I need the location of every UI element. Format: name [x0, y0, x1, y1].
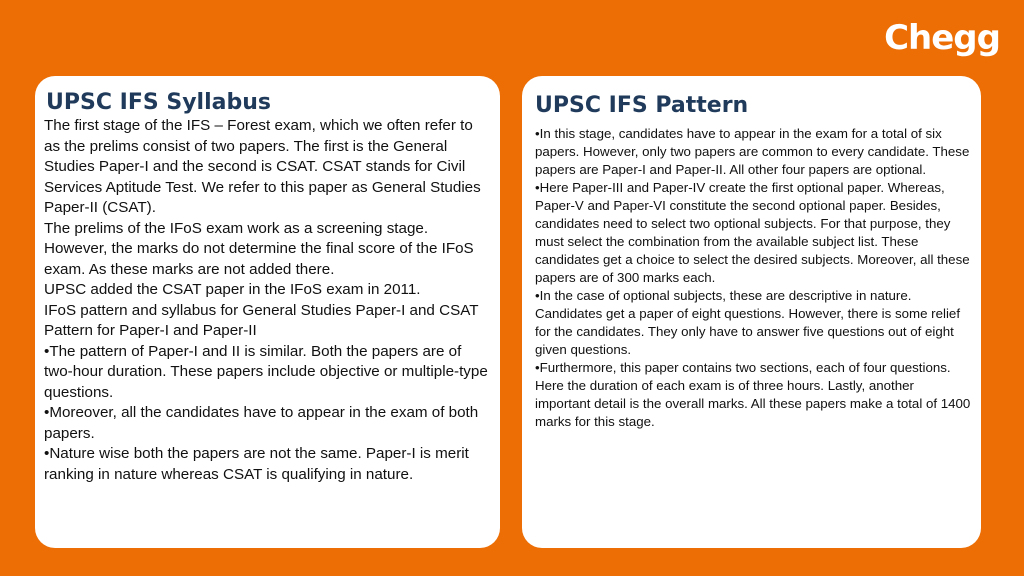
pattern-card [522, 76, 981, 548]
syllabus-paragraph: IFoS pattern and syllabus for General Studies Paper-I and CSAT [44, 301, 479, 319]
syllabus-paragraph: UPSC added the CSAT paper in the IFoS exam in 2011. [44, 281, 421, 298]
syllabus-paragraph: •The pattern of Paper-I and II is similar. Both the papers are of two-hour duration. These papers include objective or multiple-type questions. [44, 342, 488, 401]
syllabus-paragraph: Pattern for Paper-I and Paper-II [44, 322, 257, 339]
pattern-body [535, 125, 971, 431]
pattern-title: UPSC IFS Pattern [535, 93, 749, 118]
pattern-paragraph: •Furthermore, this paper contains two sections, each of four questions. Here the duration of each exam is of three hours. Lastly, another important detail is the overall marks. All these papers make a total of 1400 marks for this stage. [535, 360, 971, 429]
syllabus-paragraph: •Nature wise both the papers are not the same. Paper-I is merit ranking in nature whereas CSAT is qualifying in nature. [44, 445, 469, 483]
pattern-paragraph: •Here Paper-III and Paper-IV create the first optional paper. Whereas, Paper-V and Paper-VI constitute the second optional paper. Besides, candidates need to select two optional subjects. For that purpose, they must select the combination from the available subject list. These candidates get a choice to select the desired subjects. Moreover, all these papers are of 300 marks each. [535, 180, 970, 285]
syllabus-paragraph: The first stage of the IFS – Forest exam, which we often refer to as the prelims consist of two papers. The first is the General Studies Paper-I and the second is CSAT. CSAT stands for Civil Services Aptitude Test. We refer to this paper as General Studies Paper-II (CSAT). [44, 117, 481, 216]
syllabus-body [44, 116, 492, 485]
chegg-logo: Chegg [884, 18, 1000, 58]
pattern-paragraph: •In this stage, candidates have to appear in the exam for a total of six papers. However, only two papers are common to every candidate. These papers are Paper-I and Paper-II. All other four papers are optional. [535, 126, 970, 177]
syllabus-title: UPSC IFS Syllabus [46, 90, 271, 115]
syllabus-card [35, 76, 500, 548]
syllabus-paragraph: The prelims of the IFoS exam work as a screening stage. However, the marks do not determine the final score of the IFoS exam. As these marks are not added there. [44, 219, 474, 278]
pattern-paragraph: •In the case of optional subjects, these are descriptive in nature. Candidates get a paper of eight questions. However, there is some relief for the candidates. They only have to answer five questions out of eight given questions. [535, 288, 961, 357]
syllabus-paragraph: •Moreover, all the candidates have to appear in the exam of both papers. [44, 404, 479, 442]
